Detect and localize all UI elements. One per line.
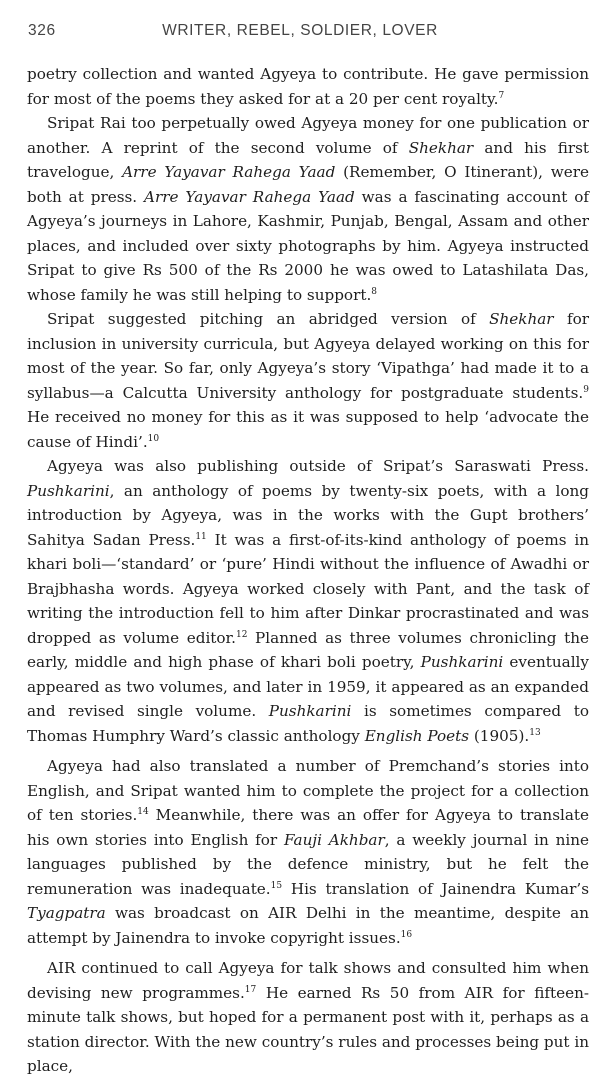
text-run: His translation of Jainendra Kumar’s <box>282 879 589 898</box>
italic-title: Arre Yayavar Rahega Yaad <box>122 163 336 181</box>
footnote-marker: 14 <box>137 807 149 817</box>
text-run: (1905). <box>469 726 530 745</box>
text-run: was a fascinating account of Agyeya’s journeys in Lahore, Kashmir, Punjab, Bengal, Assam and other places, and included over sixty photographs by him. Agyeya instructed Sripat to give Rs 500 of the Rs 2000 he was owed to Latashilata Das, whose family he was still helping to support. <box>27 187 590 304</box>
italic-title: Shekhar <box>408 138 474 157</box>
footnote-marker: 16 <box>400 929 413 940</box>
text-run: Agyeya was also publishing outside of Sripat’s Saraswati Press. <box>47 457 589 475</box>
text-run: Meanwhile, there was an offer for Agyeya to translate his own stories into English for <box>27 806 589 849</box>
italic-title: Arre Yayavar Rahega Yaad <box>144 187 355 206</box>
paragraph <box>27 956 589 1079</box>
text-run: is sometimes compared to Thomas Humphry Ward’s classic anthology <box>27 702 589 745</box>
footnote-marker: 8 <box>371 286 378 297</box>
text-run: AIR continued to call Agyeya for talk shows and consulted him when devising new programmes. <box>27 959 589 1002</box>
running-title: WRITER, REBEL, SOLDIER, LOVER <box>162 22 438 39</box>
paragraph <box>27 62 589 111</box>
page-number: 326 <box>28 22 56 39</box>
text-run: Agyeya had also translated a number of Premchand’s stories into English, and Sripat wanted him to complete the project for a collection of ten stories. <box>27 757 589 824</box>
text-run: for inclusion in university curricula, but Agyeya delayed working on this for most of the year. So far, only Agyeya’s story ‘Vipathga’ had made it to a syllabus—a Calcutta University anthology for postgraduate students. <box>27 310 589 402</box>
text-run: He received no money for this as it was supposed to help ‘advocate the cause of Hindi’. <box>27 408 589 451</box>
italic-title: Fauji Akhbar <box>284 830 385 849</box>
text-run: , an anthology of poems by twenty-six poets, with a long introduction by Agyeya, was in the works with the Gupt brothers’ Sahitya Sadan Press. <box>27 481 589 549</box>
paragraph <box>27 307 589 454</box>
text-run: Sripat suggested pitching an abridged version of <box>47 310 490 328</box>
italic-title: Tyagpatra <box>27 904 106 922</box>
footnote-marker: 13 <box>529 727 541 738</box>
footnote-marker: 9 <box>583 384 589 395</box>
footnote-marker: 7 <box>498 90 505 101</box>
footnote-marker: 12 <box>235 629 248 640</box>
text-run: It was a first-of-its-kind anthology of poems in khari boli—‘standard’ or ‘pure’ Hindi without the influence of Awadhi or Brajbhasha words. Agyeya worked closely with Pant, and the task of writing the introduction fell to him after Dinkar procrastinated and was dropped as volume editor. <box>27 530 589 647</box>
text-run: eventually appeared as two volumes, and later in 1959, it appeared as an expanded and revised single volume. <box>27 653 589 720</box>
body-text <box>27 62 589 1079</box>
italic-title: English Poets <box>364 726 470 745</box>
paragraph <box>27 111 589 307</box>
italic-title: Pushkarini <box>420 653 504 671</box>
italic-title: Shekhar <box>489 310 554 328</box>
paragraph <box>27 754 589 950</box>
paragraph <box>27 454 589 748</box>
text-run: (Remember, O Itinerant), were both at press. <box>27 163 590 206</box>
footnote-marker: 11 <box>195 531 207 542</box>
text-run: poetry collection and wanted Agyeya to contribute. He gave permission for most of the poems they asked for at a 20 per cent royalty. <box>27 65 589 108</box>
text-run: was broadcast on AIR Delhi in the meantime, despite an attempt by Jainendra to invoke copyright issues. <box>27 904 589 947</box>
text-run: Planned as three volumes chronicling the early, middle and high phase of khari boli poetry, <box>27 628 589 671</box>
footnote-marker: 15 <box>270 880 283 891</box>
text-run: He earned Rs 50 from AIR for fifteen-minute talk shows, but hoped for a permanent post with it, perhaps as a station director. With the new country’s rules and processes being put in place, <box>27 983 589 1075</box>
italic-title: Pushkarini <box>27 481 110 500</box>
text-run: , a weekly journal in nine languages published by the defence ministry, but he felt the remuneration was inadequate. <box>27 830 589 898</box>
italic-title: Pushkarini <box>268 702 352 720</box>
footnote-marker: 17 <box>244 984 257 995</box>
text-run: and his first travelogue, <box>27 138 590 181</box>
running-header <box>28 22 572 44</box>
text-run: Sripat Rai too perpetually owed Agyeya money for one publication or another. A reprint of the second volume of <box>27 114 589 157</box>
footnote-marker: 10 <box>147 433 160 444</box>
